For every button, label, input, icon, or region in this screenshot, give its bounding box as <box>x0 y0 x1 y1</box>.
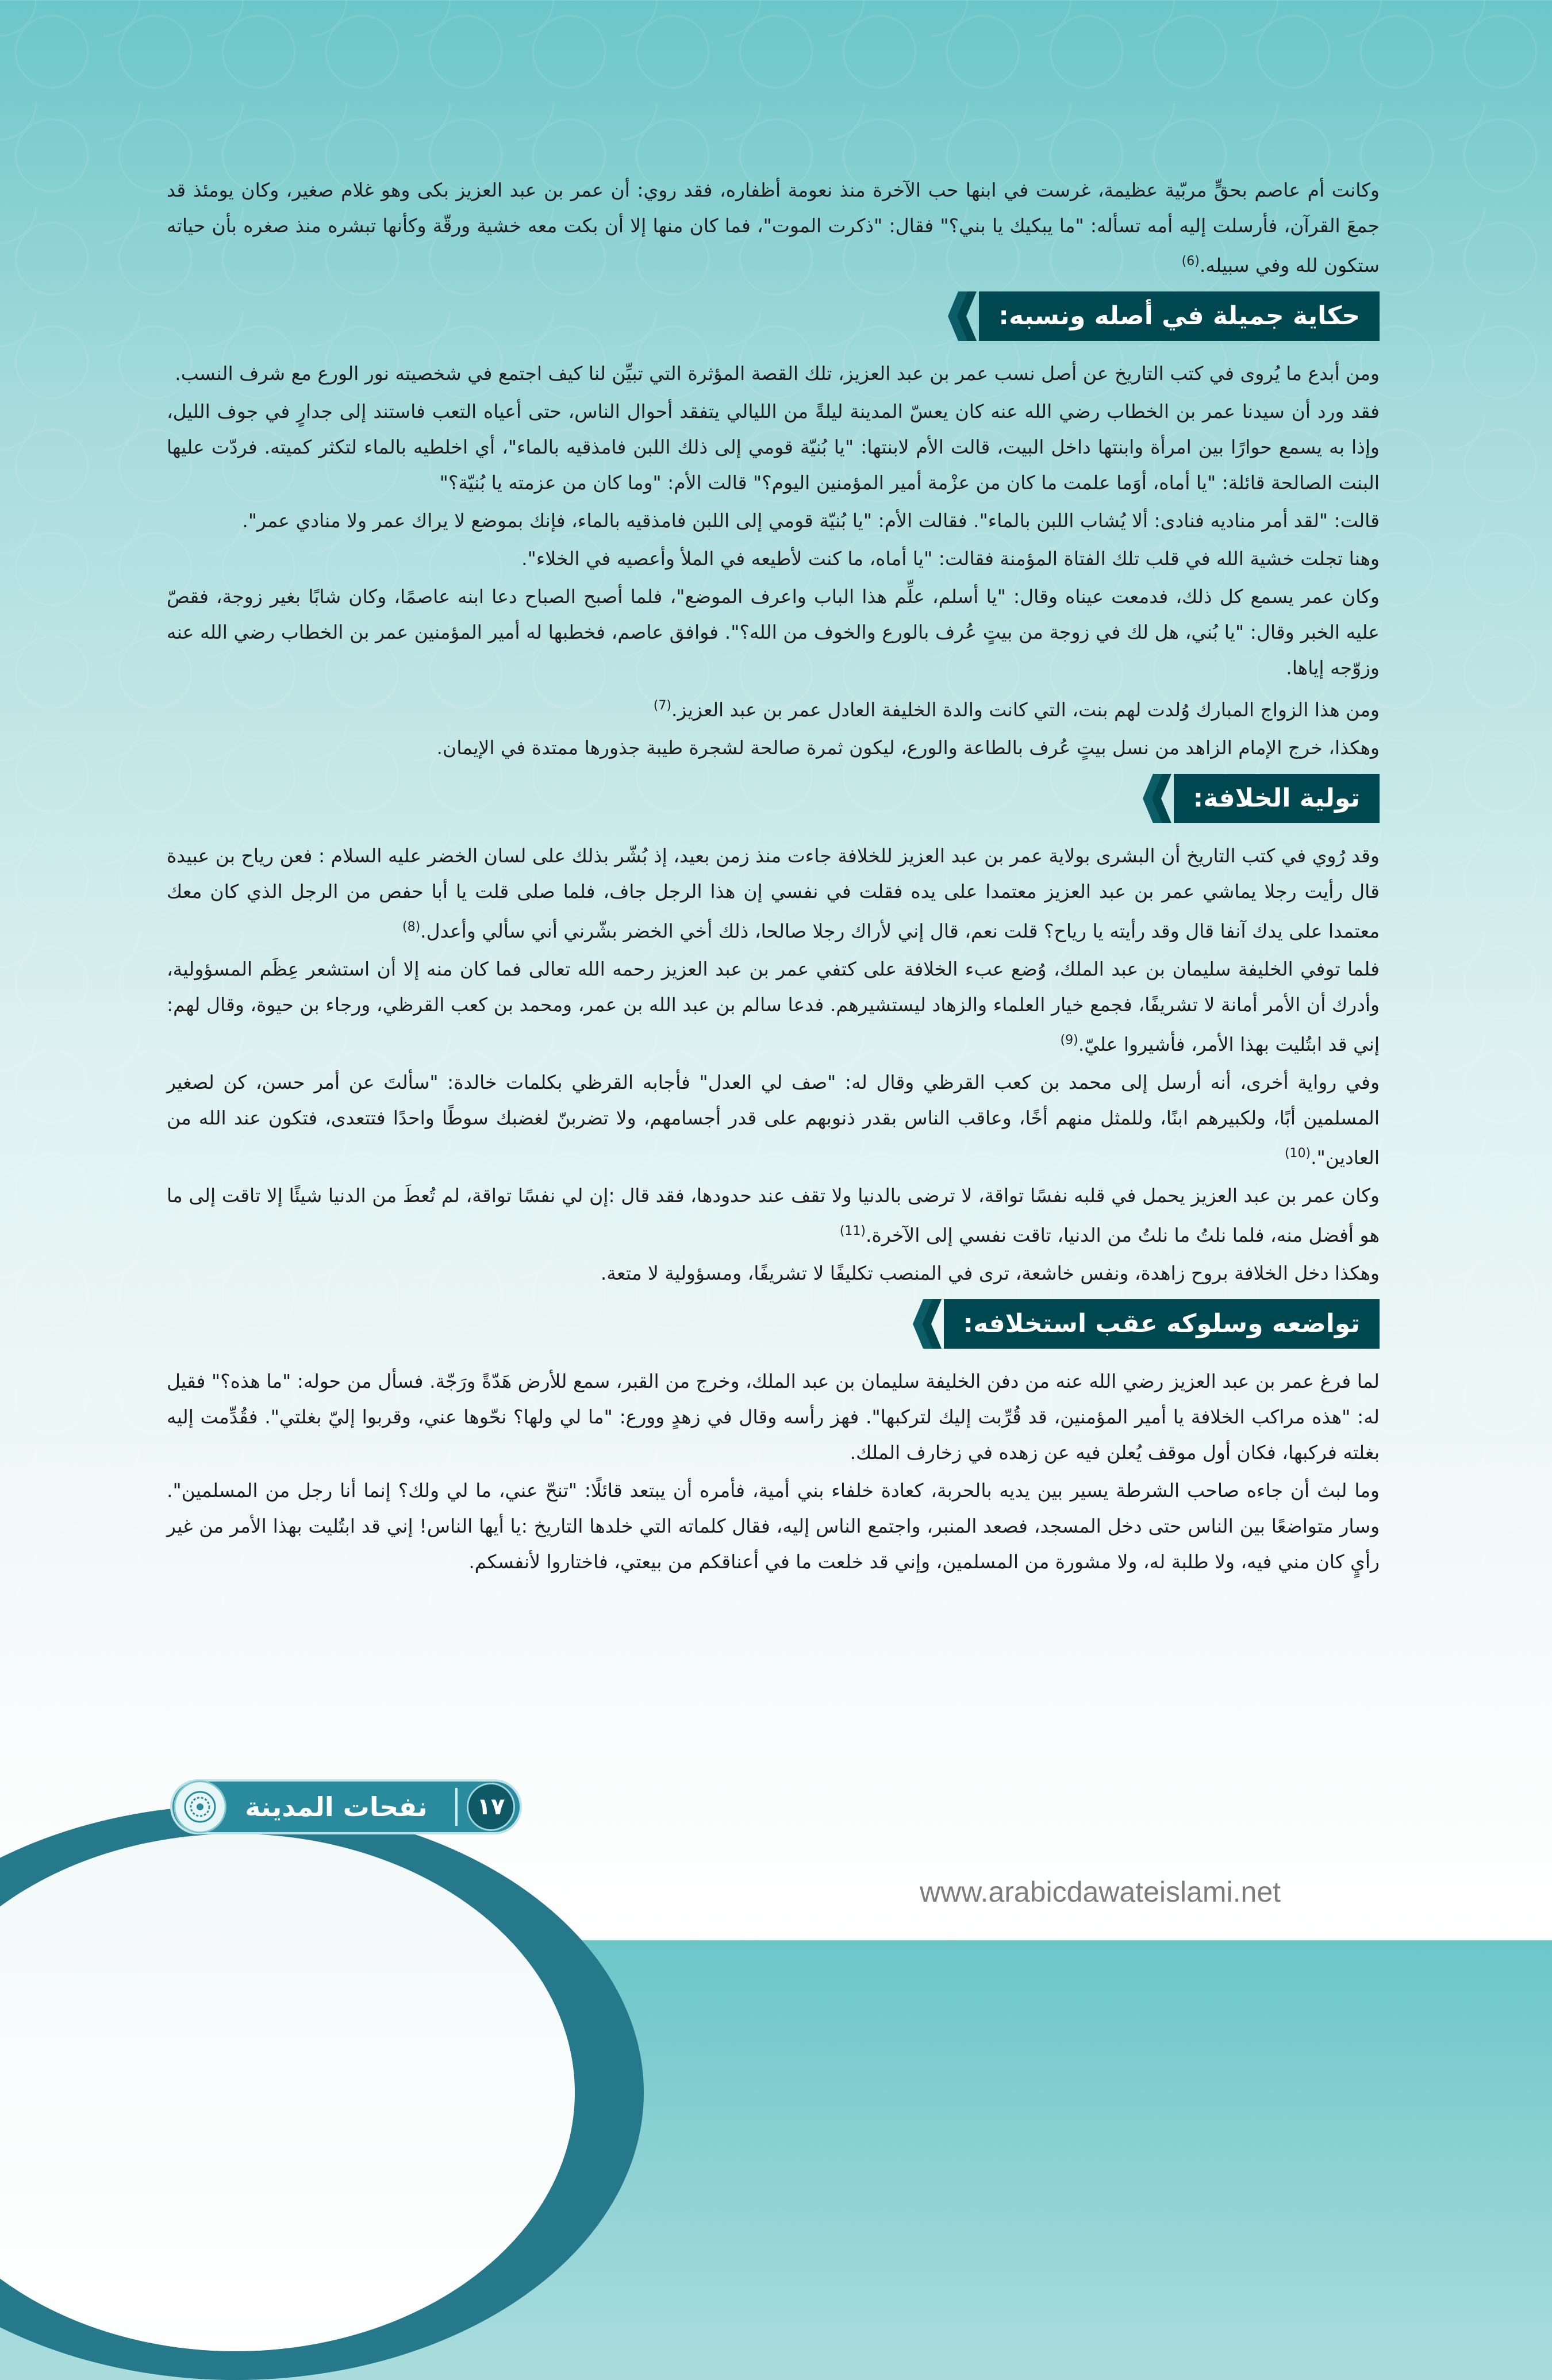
section-heading-caliphate <box>167 774 1380 827</box>
website-url: www.arabicdawateislami.net <box>920 1876 1281 1908</box>
paragraph: ومن أبدع ما يُروى في كتب التاريخ عن أصل نسب عمر بن عبد العزيز، تلك القصة المؤثرة التي تبيِّن لنا كيف اجتمع في شخصيته نور الورع مع شرف النسب. <box>175 362 1380 385</box>
paragraph: وما لبث أن جاءه صاحب الشرطة يسير بين يديه بالحربة، كعادة خلفاء بني أمية، فأمره أن يبتعد قائلًا: "تنحّ عني، ما لي ولك؟ إنما أنا رجل من المسلمين". وسار متواضعًا بين الناس حتى دخل المسجد، فصعد المنبر، واجتمع الناس إليه، فقال كلماته التي خلدها التاريخ :يا أيها الناس! إني قد ابتُليت بهذا الأمر من غير رأيٍ كان مني فيه، ولا طلبة له، ولا مشورة من المسلمين، وإني قد خلعت ما في أعناقكم من بيعتي، فاختاروا لأنفسكم. <box>167 1479 1380 1573</box>
paragraph: وقد رُوي في كتب التاريخ أن البشرى بولاية عمر بن عبد العزيز للخلافة جاءت منذ زمن بعيد، إذ بُشّر بذلك على لسان الخضر عليه السلام : فعن رياح بن عبيدة قال رأيت رجلا يماشي عمر بن عبد العزيز معتمدا على يده فقلت في نفسي إن هذا الرجل جاف، فلما صلى قلت يا أبا حفص من الرجل الذي كان معك معتمدا على يدك آنفا قال وقد رأيته يا رياح؟ قلت نعم، قال إني لأراك رجلا صالحا، ذلك أخي الخضر بشّرني أني سألي وأعدل.$^{(8)}$ <box>167 844 1380 942</box>
paragraph: قالت: "لقد أمر مناديه فنادى: ألا يُشاب اللبن بالماء". فقالت الأم: "يا بُنيّة قومي إلى اللبن فامذقيه بالماء، فإنك بموضع لا يراك عمر ولا منادي عمر". <box>242 509 1380 532</box>
paragraph: وكانت أم عاصم بحقٍّ مربّية عظيمة، غرست في ابنها حب الآخرة منذ نعومة أظفاره، فقد روي: أن عمر بن عبد العزيز بكى وهو غلام صغير، وكان يومئذ قد جمعَ القرآن، فأرسلت إليه أمه تسأله: "ما يبكيك يا بني؟" فقال: "ذكرت الموت"، فما كان منها إلا أن بكت معه خشية ورقّة وكأنها تبشره منذ صغره بأن حياته ستكون لله وفي سبيله.$^{(6)}$ <box>167 179 1380 277</box>
magazine-name: نفحات المدينة <box>245 1791 428 1822</box>
paragraph: فقد ورد أن سيدنا عمر بن الخطاب رضي الله عنه كان يعسّ المدينة ليلةً من الليالي يتفقد أحوال الناس، حتى أعياه التعب فاستند إلى جدارٍ في جوف الليل، وإذا به يسمع حوارًا بين امرأة وابنتها داخل البيت، قالت الأم لابنتها: "يا بُنيّة قومي إلى ذلك اللبن فامذقيه بالماء"، أي اخلطيه بالماء لتكثر كميته. فردّت عليها البنت الصالحة قائلة: "يا أماه، أوَما علمت ما كان من عزْمة أمير المؤمنين اليوم؟" قالت الأم: "وما كان من عزمته يا بُنيّة؟" <box>167 400 1380 494</box>
double-chevron-icon <box>1139 774 1174 823</box>
paragraph: وهكذا دخل الخلافة بروح زاهدة، ونفس خاشعة، ترى في المنصب تكليفًا لا تشريفًا، ومسؤولية لا متعة. <box>600 1262 1380 1284</box>
section-heading-humility <box>167 1299 1380 1352</box>
section-title: تواضعه وسلوكه عقب استخلافه: <box>944 1299 1380 1349</box>
section-title: حكاية جميلة في أصله ونسبه: <box>979 291 1380 341</box>
divider <box>455 1788 458 1826</box>
double-chevron-icon <box>909 1299 944 1349</box>
paragraph: فلما توفي الخليفة سليمان بن عبد الملك، وُضع عبء الخلافة على كتفي عمر بن عبد العزيز رحمه الله تعالى فما كان منه إلا أن استشعر عِظَم المسؤولية، وأدرك أن الأمر أمانة لا تشريفًا، فجمع خيار العلماء والزهاد ليستشيرهم. فدعا سالم بن عبد الله بن عمر، ومحمد بن كعب القرظي، ورجاء بن حيوة، وقال لهم: إني قد ابتُليت بهذا الأمر، فأشيروا عليّ.$^{(9)}$ <box>167 958 1380 1055</box>
paragraph: وهكذا، خرج الإمام الزاهد من نسل بيتٍ عُرف بالطاعة والورع، ليكون ثمرة صالحة لشجرة طيبة جذورها ممتدة في الإيمان. <box>436 736 1380 759</box>
paragraph: ومن هذا الزواج المبارك وُلدت لهم بنت، التي كانت والدة الخليفة العادل عمر بن عبد العزيز.$^{(7)}$ <box>653 698 1380 721</box>
paragraph: وفي رواية أخرى، أنه أرسل إلى محمد بن كعب القرظي وقال له: "صف لي العدل" فأجابه القرظي بكلمات خالدة: "سألتَ عن أمر حسن، كن لصغير المسلمين أبًا، ولكبيرهم ابنًا، وللمثل منهم أخًا، وعاقب الناس بقدر ذنوبهم على قدر أجسامهم، ولا تضربنّ لغضبك سوطًا واحدًا فتتعدى، فتكون عند الله من العادين".$^{(10)}$ <box>167 1071 1380 1169</box>
section-title: تولية الخلافة: <box>1174 774 1380 823</box>
section-heading-origin <box>167 291 1380 344</box>
double-chevron-icon <box>944 291 979 341</box>
footer-badge <box>170 1779 522 1834</box>
paragraph: وهنا تجلت خشية الله في قلب تلك الفتاة المؤمنة فقالت: "يا أماه، ما كنت لأطيعه في الملأ وأعصيه في الخلاء". <box>521 547 1380 570</box>
ornament-medallion-icon <box>174 1780 226 1833</box>
article-body <box>167 172 1380 1582</box>
paragraph: وكان عمر بن عبد العزيز يحمل في قلبه نفسًا تواقة، لا ترضى بالدنيا ولا تقف عند حدودها، فقد قال :إن لي نفسًا تواقة، لم تُعطَ من الدنيا شيئًا إلا تاقت إلى ما هو أفضل منه، فلما نلتُ ما نلتُ من الدنيا، تاقت نفسي إلى الآخرة.$^{(11)}$ <box>167 1184 1380 1246</box>
page-number: ١٧ <box>467 1783 515 1831</box>
paragraph: لما فرغ عمر بن عبد العزيز رضي الله عنه من دفن الخليفة سليمان بن عبد الملك، وخرج من القبر، سمع للأرض هَدّةً ورَجّة. فسأل من حوله: "ما هذه؟" فقيل له: "هذه مراكب الخلافة يا أمير المؤمنين، قد قُرِّبت إليك لتركبها". فهز رأسه وقال في زهدٍ وورع: "ما لي ولها؟ نحّوها عني، وقربوا إليّ بغلتي". فقُدِّمت إليه بغلته فركبها، فكان أول موقف يُعلن فيه عن زهده في زخارف الملك. <box>167 1370 1380 1464</box>
paragraph: وكان عمر يسمع كل ذلك، فدمعت عيناه وقال: "يا أسلم، علِّم هذا الباب واعرف الموضع"، فلما أصبح الصباح دعا ابنه عاصمًا، وكان شابًا بغير زوجة، فقصّ عليه الخبر وقال: "يا بُني، هل لك في زوجة من بيتٍ عُرف بالورع والخوف من الله؟". فوافق عاصم، فخطبها له أمير المؤمنين عمر بن الخطاب رضي الله عنه وزوّجه إياها. <box>167 585 1380 679</box>
